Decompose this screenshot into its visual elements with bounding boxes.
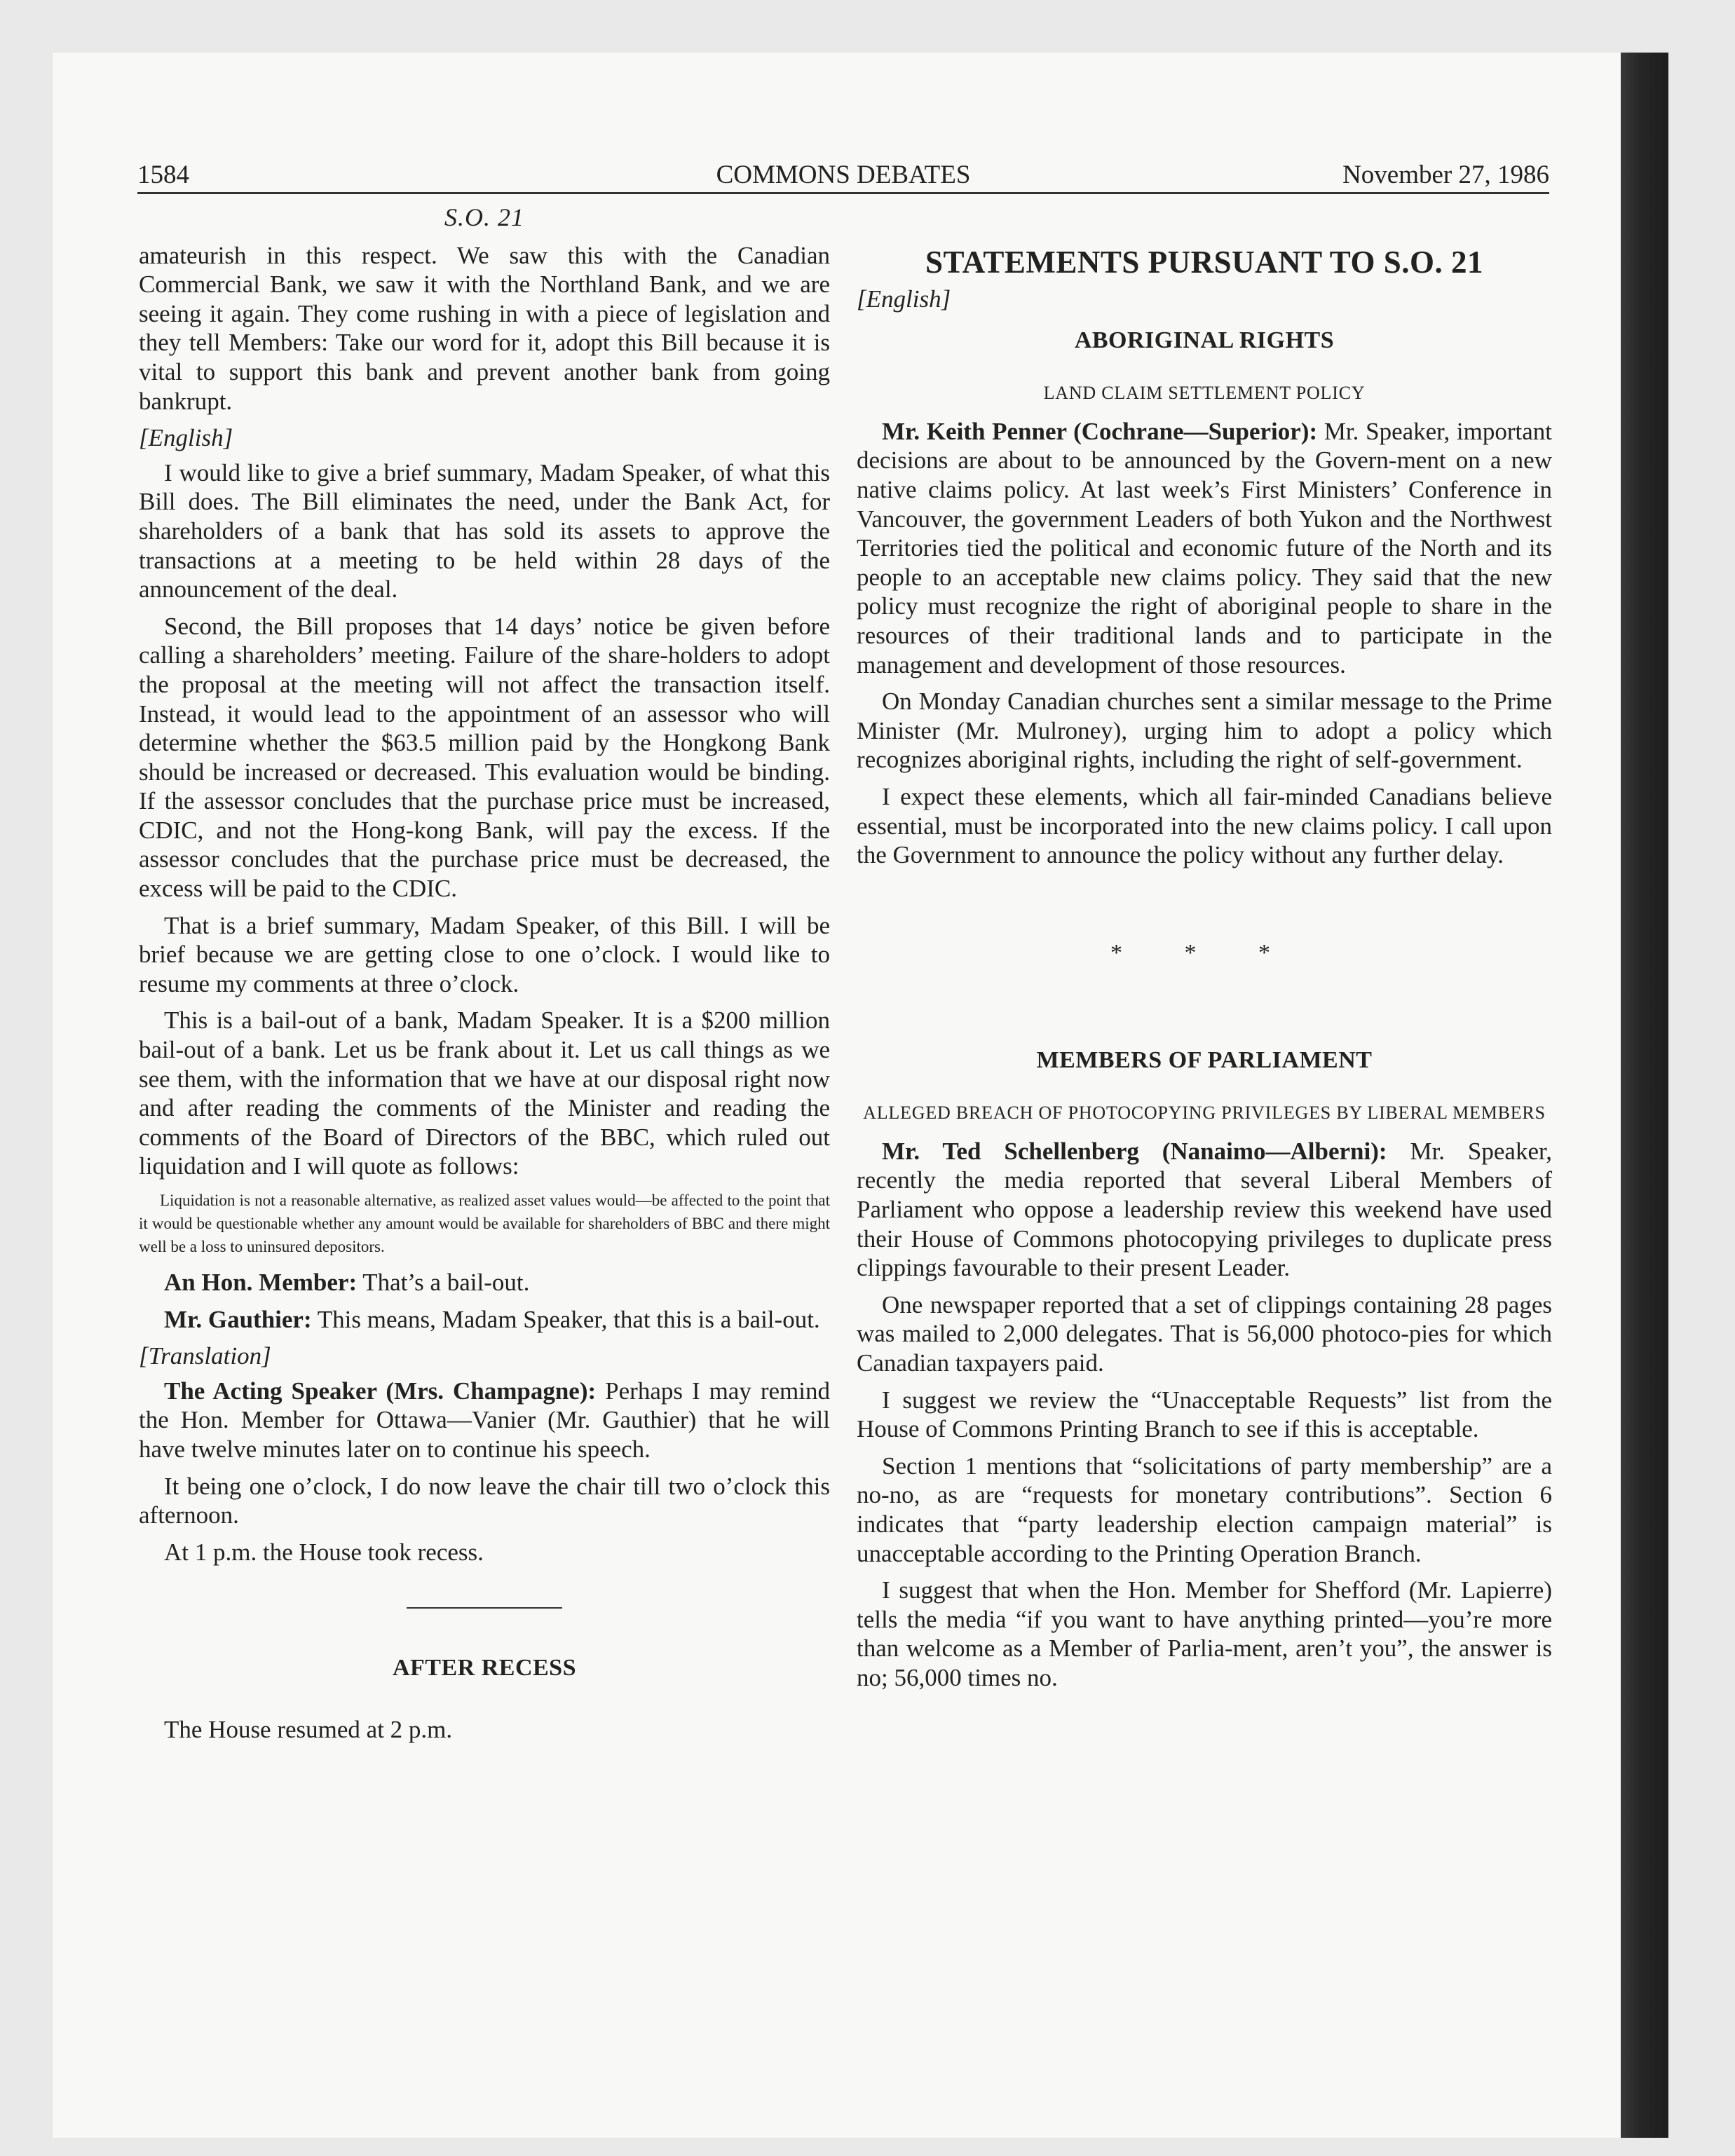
paragraph: This is a bail-out of a bank, Madam Speaker. It is a $200 million bail-out of a bank. Let us be frank about it. Let us call things as we see them, with the information that we have at our disposal right now and after reading the comments of the Minister and reading the comments of the Board of Directors of the BBC, which ruled out liquidation and I will quote as follows: — [139, 1007, 830, 1180]
paragraph: Second, the Bill proposes that 14 days’ notice be given before calling a shareholders’ meeting. Failure of the share-holders to adopt the proposal at the meeting will not affect the transaction itself. Instead, it would lead to the appointment of an assessor who will determine whether the $63.5 million paid by the Hongkong Bank should be increased or decreased. This evaluation would be binding. If the assessor concludes that the purchase price must be increased, CDIC, and not the Hong-kong Bank, will pay the excess. If the assessor concludes that the purchase price must be decreased, the excess will be paid to the CDIC. — [139, 612, 830, 903]
paragraph: At 1 p.m. the House took recess. — [164, 1538, 484, 1566]
speech-penner — [857, 417, 1552, 679]
binding-edge — [1621, 53, 1668, 2138]
standing-order-label: S.O. 21 — [444, 203, 524, 231]
paragraph: I suggest we review the “Unacceptable Requests” list from the House of Commons Printing Branch to see if this is acceptable. — [857, 1386, 1552, 1443]
speech-gauthier — [139, 1305, 830, 1335]
paragraph: amateurish in this respect. We saw this with the Canadian Commercial Bank, we saw it with the Northland Bank, and we are seeing it again. They come rushing in with a piece of legislation and they tell Members: Take our word for it, adopt this Bill because it is vital to support this bank and prevent another bank from going bankrupt. — [139, 241, 830, 415]
paragraph: That is a brief summary, Madam Speaker, of this Bill. I will be brief because we are getting close to one o’clock. I would like to resume my comments at three o’clock. — [139, 911, 830, 997]
speaker-name: Mr. Keith Penner (Cochrane—Superior): — [882, 417, 1318, 445]
subheading-photocopying: ALLEGED BREACH OF PHOTOCOPYING PRIVILEGES BY LIBERAL MEMBERS — [863, 1102, 1546, 1123]
speech-hon-member — [139, 1268, 830, 1297]
publication-title: COMMONS DEBATES — [716, 161, 971, 189]
language-marker: [English] — [857, 285, 951, 313]
page-date: November 27, 1986 — [1342, 161, 1549, 189]
paragraph: Section 1 mentions that “solicitations of party membership” are a no-no, as are “requests for monetary contributions”. Section 6 indicates that “party leadership election campaign material” is unacceptable according to the Printing Operation Branch. — [857, 1452, 1552, 1567]
speech-text: Perhaps I may remind the Hon. Member for Ottawa—Vanier (Mr. Gauthier) that he will have twelve minutes later on to continue his speech. — [139, 1377, 830, 1463]
paragraph: On Monday Canadian churches sent a similar message to the Prime Minister (Mr. Mulroney), urging him to adopt a policy which recognizes aboriginal rights, including the right of self-government. — [857, 688, 1552, 774]
block-quote: Liquidation is not a reasonable alternative, as realized asset values would—be affected to the point that it would be questionable whether any amount would be available for shareholders of BBC and there might well be a loss to uninsured depositors. — [139, 1192, 830, 1255]
speech-text: Mr. Speaker, recently the media reported that several Liberal Members of Parliament who oppose a leadership review this weekend have used their House of Commons photocopying privileges to duplicate press clippings favourable to their present Leader. — [857, 1137, 1552, 1282]
section-separator: * * * — [1110, 939, 1298, 966]
section-rule — [407, 1607, 562, 1609]
language-marker: [English] — [139, 424, 233, 452]
paragraph: The House resumed at 2 p.m. — [164, 1715, 453, 1743]
language-marker: [Translation] — [139, 1342, 271, 1370]
speech-text: This means, Madam Speaker, that this is a bail-out. — [311, 1305, 820, 1333]
section-heading-members: MEMBERS OF PARLIAMENT — [1036, 1047, 1373, 1074]
left-column — [139, 203, 830, 1752]
speaker-name: Mr. Ted Schellenberg (Nanaimo—Alberni): — [882, 1137, 1387, 1165]
page-number: 1584 — [137, 161, 189, 189]
speech-text: Mr. Speaker, important decisions are about to be announced by the Govern-ment on a new native claims policy. At last week’s First Ministers’ Conference in Vancouver, the government Leaders of both Yukon and the Northwest Territories tied the political and economic future of the North and its people to an acceptable new claims policy. They said that the new policy must recognize the right of aboriginal people to share in the resources of their traditional lands and to participate in the management and development of those resources. — [857, 417, 1552, 678]
paragraph: One newspaper reported that a set of clippings containing 28 pages was mailed to 2,000 delegates. That is 56,000 photoco-pies for which Canadian taxpayers paid. — [857, 1290, 1552, 1377]
paragraph: I expect these elements, which all fair-minded Canadians believe essential, must be incorporated into the new claims policy. I call upon the Government to announce the policy without any further delay. — [857, 782, 1552, 869]
speech-text: That’s a bail-out. — [357, 1269, 530, 1296]
speaker-name: Mr. Gauthier: — [164, 1305, 312, 1333]
paragraph: I would like to give a brief summary, Madam Speaker, of what this Bill does. The Bill eliminates the need, under the Bank Act, for shareholders of a bank that has sold its assets to approve the transactions at a meeting to be held within 28 days of the announcement of the deal. — [139, 458, 830, 603]
speaker-name: The Acting Speaker (Mrs. Champagne): — [164, 1377, 597, 1405]
section-heading-after-recess: AFTER RECESS — [392, 1655, 576, 1681]
paragraph: It being one o’clock, I do now leave the chair till two o’clock this afternoon. — [139, 1472, 830, 1529]
subheading-land-claim: LAND CLAIM SETTLEMENT POLICY — [1043, 382, 1366, 403]
paragraph: I suggest that when the Hon. Member for Shefford (Mr. Lapierre) tells the media “if you want to have anything printed—you’re more than welcome as a Member of Parlia-ment, aren’t you”, the answer is no; 56,000 times no. — [857, 1576, 1552, 1691]
speaker-name: An Hon. Member: — [164, 1269, 358, 1296]
speech-acting-speaker — [139, 1377, 830, 1464]
main-section-heading: STATEMENTS PURSUANT TO S.O. 21 — [925, 245, 1484, 280]
section-heading-aboriginal-rights: ABORIGINAL RIGHTS — [1074, 327, 1335, 354]
right-column — [857, 203, 1552, 1700]
speech-schellenberg — [857, 1137, 1552, 1283]
page-header — [137, 160, 1549, 194]
